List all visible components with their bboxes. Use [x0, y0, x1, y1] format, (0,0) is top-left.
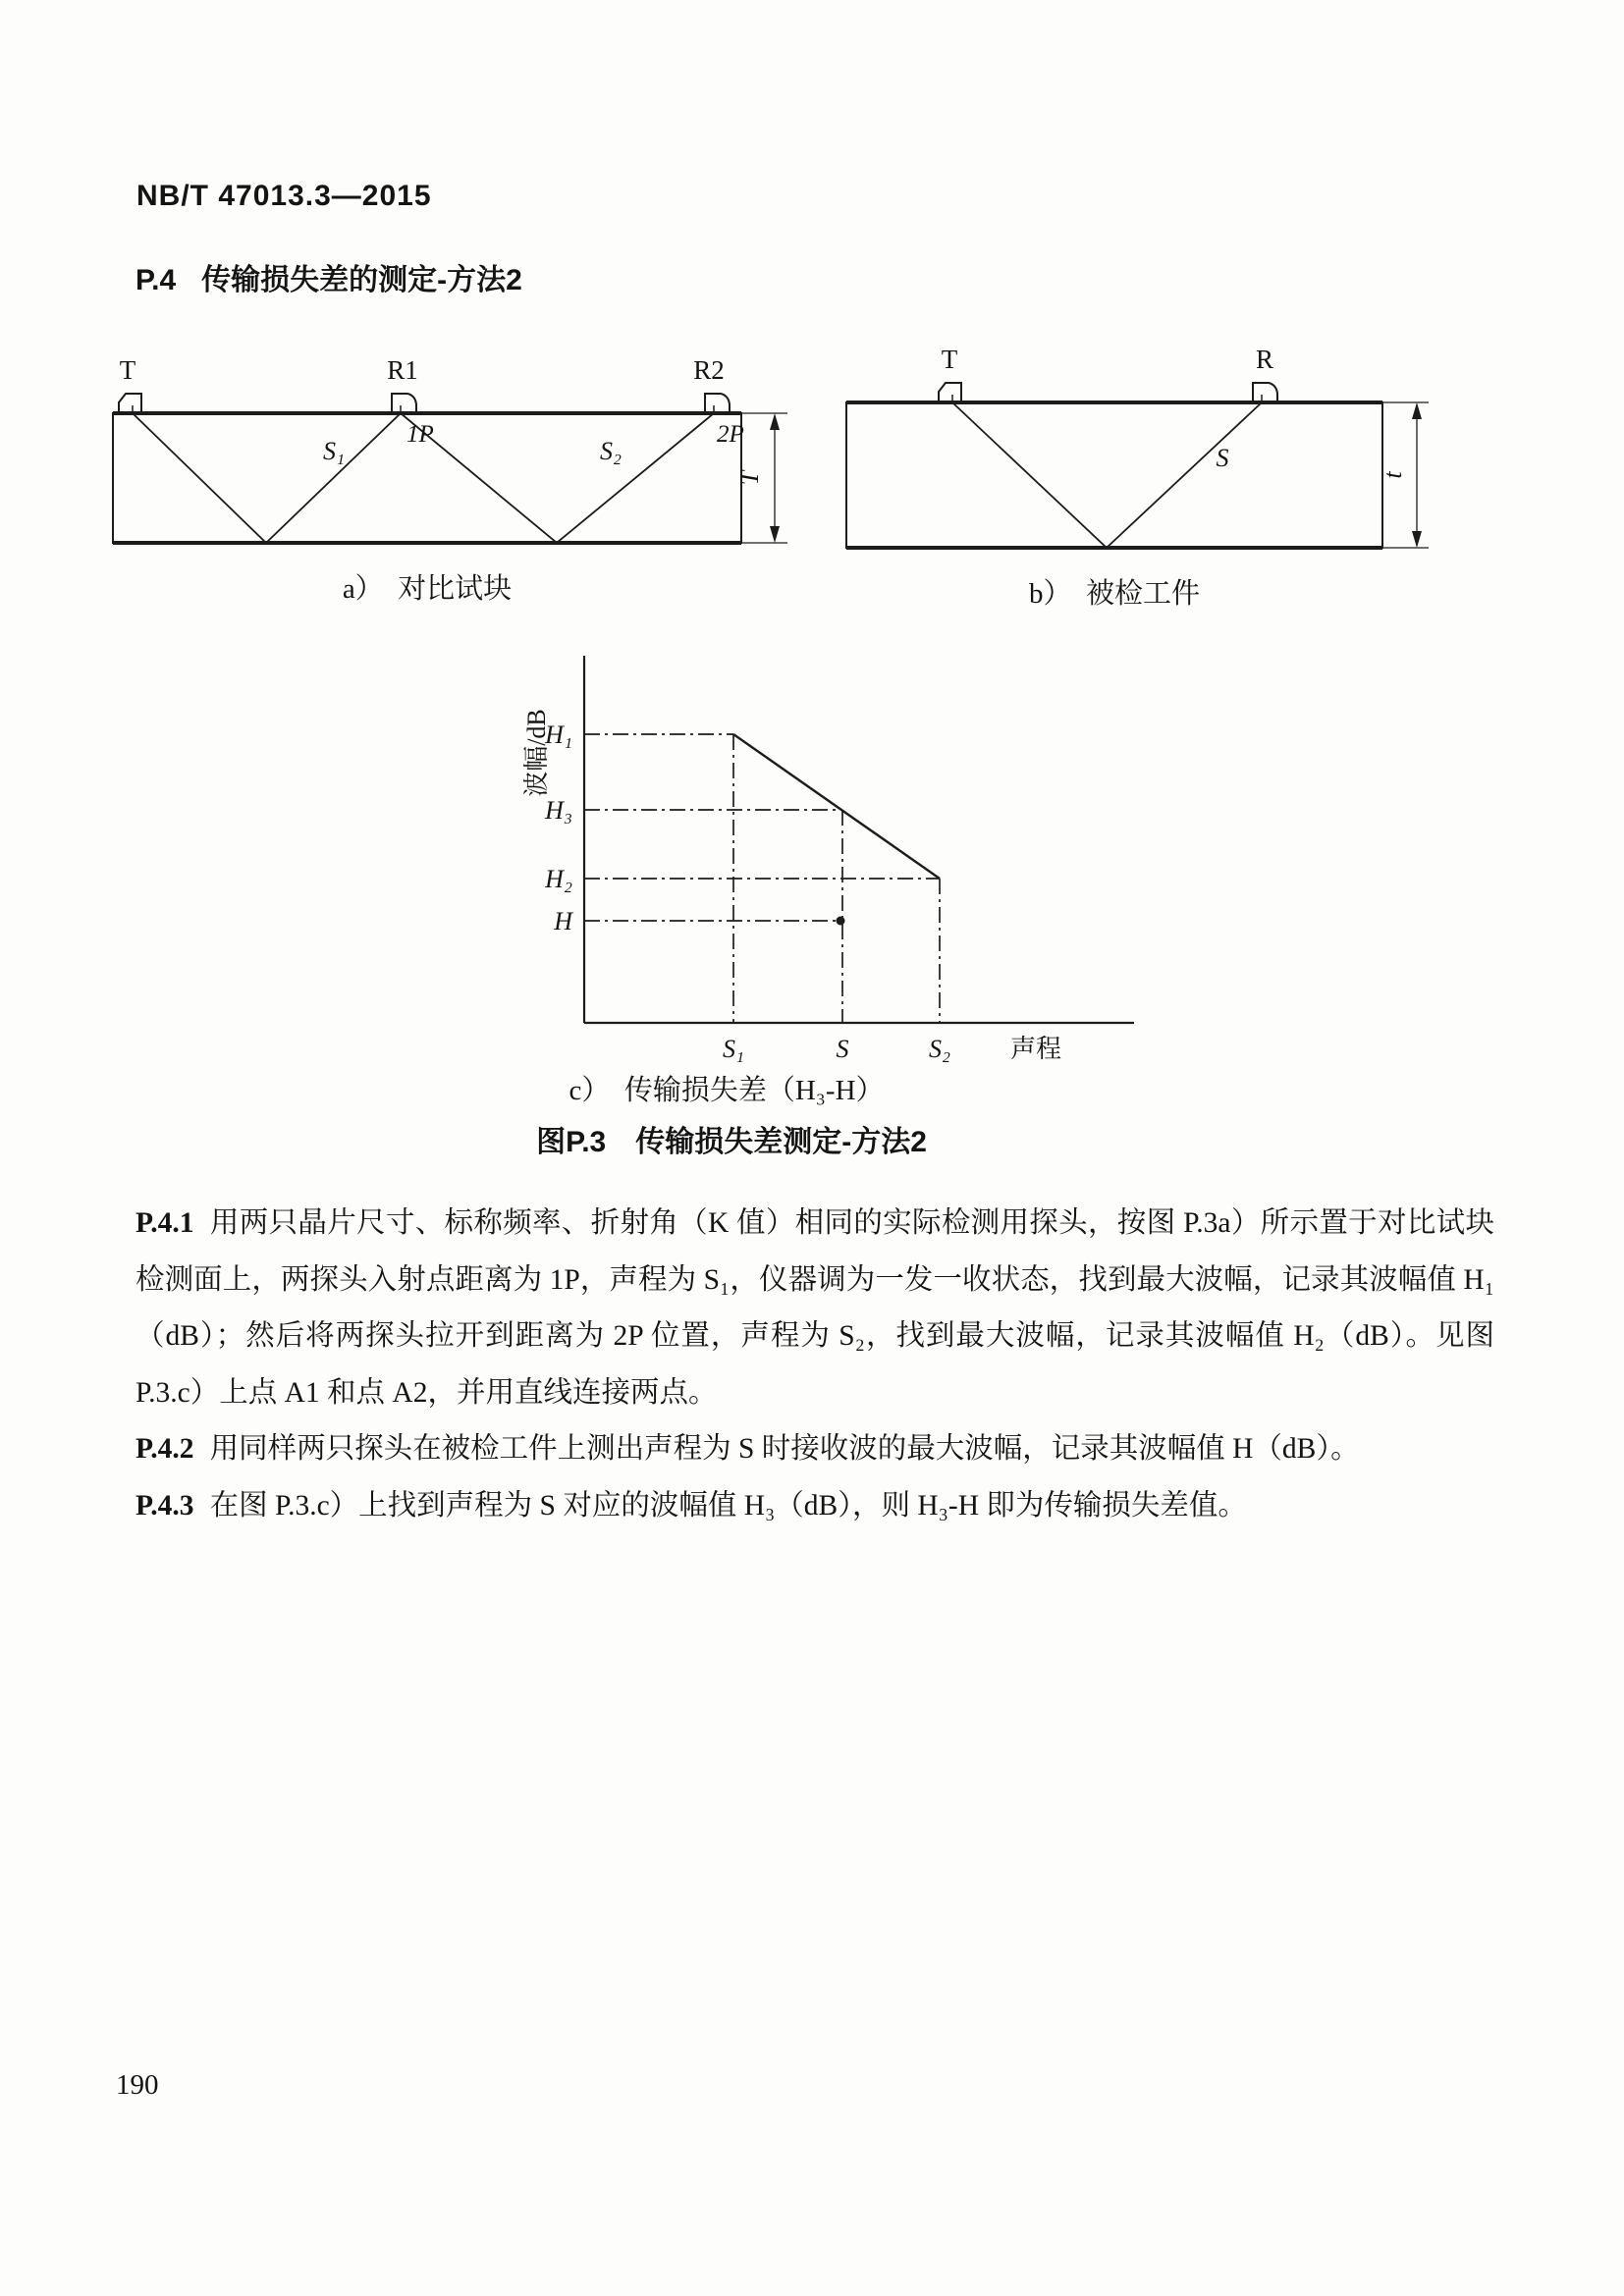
diagram-a-reference-block: [108, 340, 800, 607]
probe-r-label: R: [1255, 345, 1274, 374]
paragraph-p41: [135, 1196, 1494, 1421]
arrow-down-icon: [770, 526, 780, 543]
paragraph-p43: [135, 1478, 1494, 1535]
diagram-c-svg: [486, 643, 1144, 1070]
pitch-1p-label: 1P: [406, 421, 434, 448]
y-axis-label: 波幅/dB: [522, 709, 551, 797]
horizontal-guides: [584, 734, 940, 921]
ytick-h2: H₂: [545, 865, 572, 893]
block-outline: [846, 402, 1382, 548]
clause-number: P.4.1: [135, 1207, 194, 1239]
xtick-s1: S₁: [722, 1035, 745, 1063]
probe-t-label: T: [119, 355, 136, 385]
ytick-h1: H₁: [545, 721, 572, 749]
thickness-dim-label: T: [735, 470, 764, 486]
clause-number: P.4.2: [135, 1433, 194, 1465]
xtick-s: S: [836, 1035, 849, 1063]
caption-c: c） 传输损失差（H₃-H）: [568, 1075, 885, 1106]
figure-p3-top-row: [108, 340, 1440, 612]
standard-number: NB/T 47013.3—2015: [136, 180, 432, 212]
probe-transmitter-t: [119, 394, 141, 413]
measured-point-dot: [837, 917, 845, 926]
chart-axes: [584, 656, 1134, 1023]
probe-receiver-r2: [705, 394, 730, 413]
attenuation-line: [733, 734, 940, 879]
thickness-dimension: [1379, 402, 1429, 548]
thickness-dim-label: t: [1379, 471, 1407, 479]
clause-text: 用两只晶片尺寸、标称频率、折射角（K 值）相同的实际检测用探头，按图 P.3a）所示置于对比试块检测面上，两探头入射点距离为 1P，声程为 S₁，仪器调为一发一收状态，找到最大波幅，记录其波幅值 H₁（dB）；然后将两探头拉开到距离为 2P 位置，声程为 S₂，找到最大波幅，记录其波幅值 H₂（dB）。见图 P.3.c）上点 A1 和点 A2，并用直线连接两点。: [135, 1207, 1494, 1409]
probe-r1-label: R1: [387, 355, 418, 385]
clause-number: P.4.3: [135, 1489, 194, 1522]
caption-a: a） 对比试块: [342, 573, 513, 605]
path-s-label: S: [1216, 444, 1229, 472]
sound-path-v: [952, 402, 1262, 548]
probe-receiver-r: [1253, 383, 1277, 402]
path-s1-label: S₁: [322, 437, 346, 465]
body-text: [135, 1196, 1494, 1534]
figure-title: 图P.3 传输损失差测定-方法2: [536, 1126, 927, 1158]
probe-receiver-r1: [392, 394, 416, 413]
diagram-b-workpiece: [839, 329, 1440, 612]
arrow-up-icon: [770, 413, 780, 430]
section-title: [135, 255, 522, 298]
diagram-c-chart: [486, 643, 1144, 1070]
diagram-a-svg: [108, 340, 800, 551]
section-title-text: 传输损失差的测定-方法2: [201, 264, 522, 296]
clause-text: 用同样两只探头在被检工件上测出声程为 S 时接收波的最大波幅，记录其波幅值 H（dB）。: [209, 1433, 1360, 1465]
paragraph-p42: [135, 1421, 1494, 1478]
probe-t-label: T: [941, 345, 958, 374]
page-number: 190: [116, 2069, 159, 2101]
caption-b: b） 被检工件: [1028, 578, 1200, 610]
ytick-h3: H₃: [545, 796, 572, 825]
diagram-b-svg: [839, 329, 1440, 556]
clause-text: 在图 P.3.c）上找到声程为 S 对应的波幅值 H₃（dB），则 H₃-H 即为传输损失差值。: [209, 1489, 1247, 1522]
arrow-down-icon: [1412, 531, 1422, 548]
probe-r2-label: R2: [693, 355, 725, 385]
pitch-2p-label: 2P: [717, 421, 744, 448]
section-number: P.4: [135, 264, 177, 296]
arrow-up-icon: [1412, 402, 1422, 419]
path-s2-label: S₂: [599, 437, 623, 465]
x-axis-label: 声程: [1009, 1035, 1062, 1063]
xtick-s2: S₂: [928, 1035, 951, 1063]
ytick-h: H: [554, 907, 572, 935]
probe-transmitter-t: [939, 383, 961, 402]
